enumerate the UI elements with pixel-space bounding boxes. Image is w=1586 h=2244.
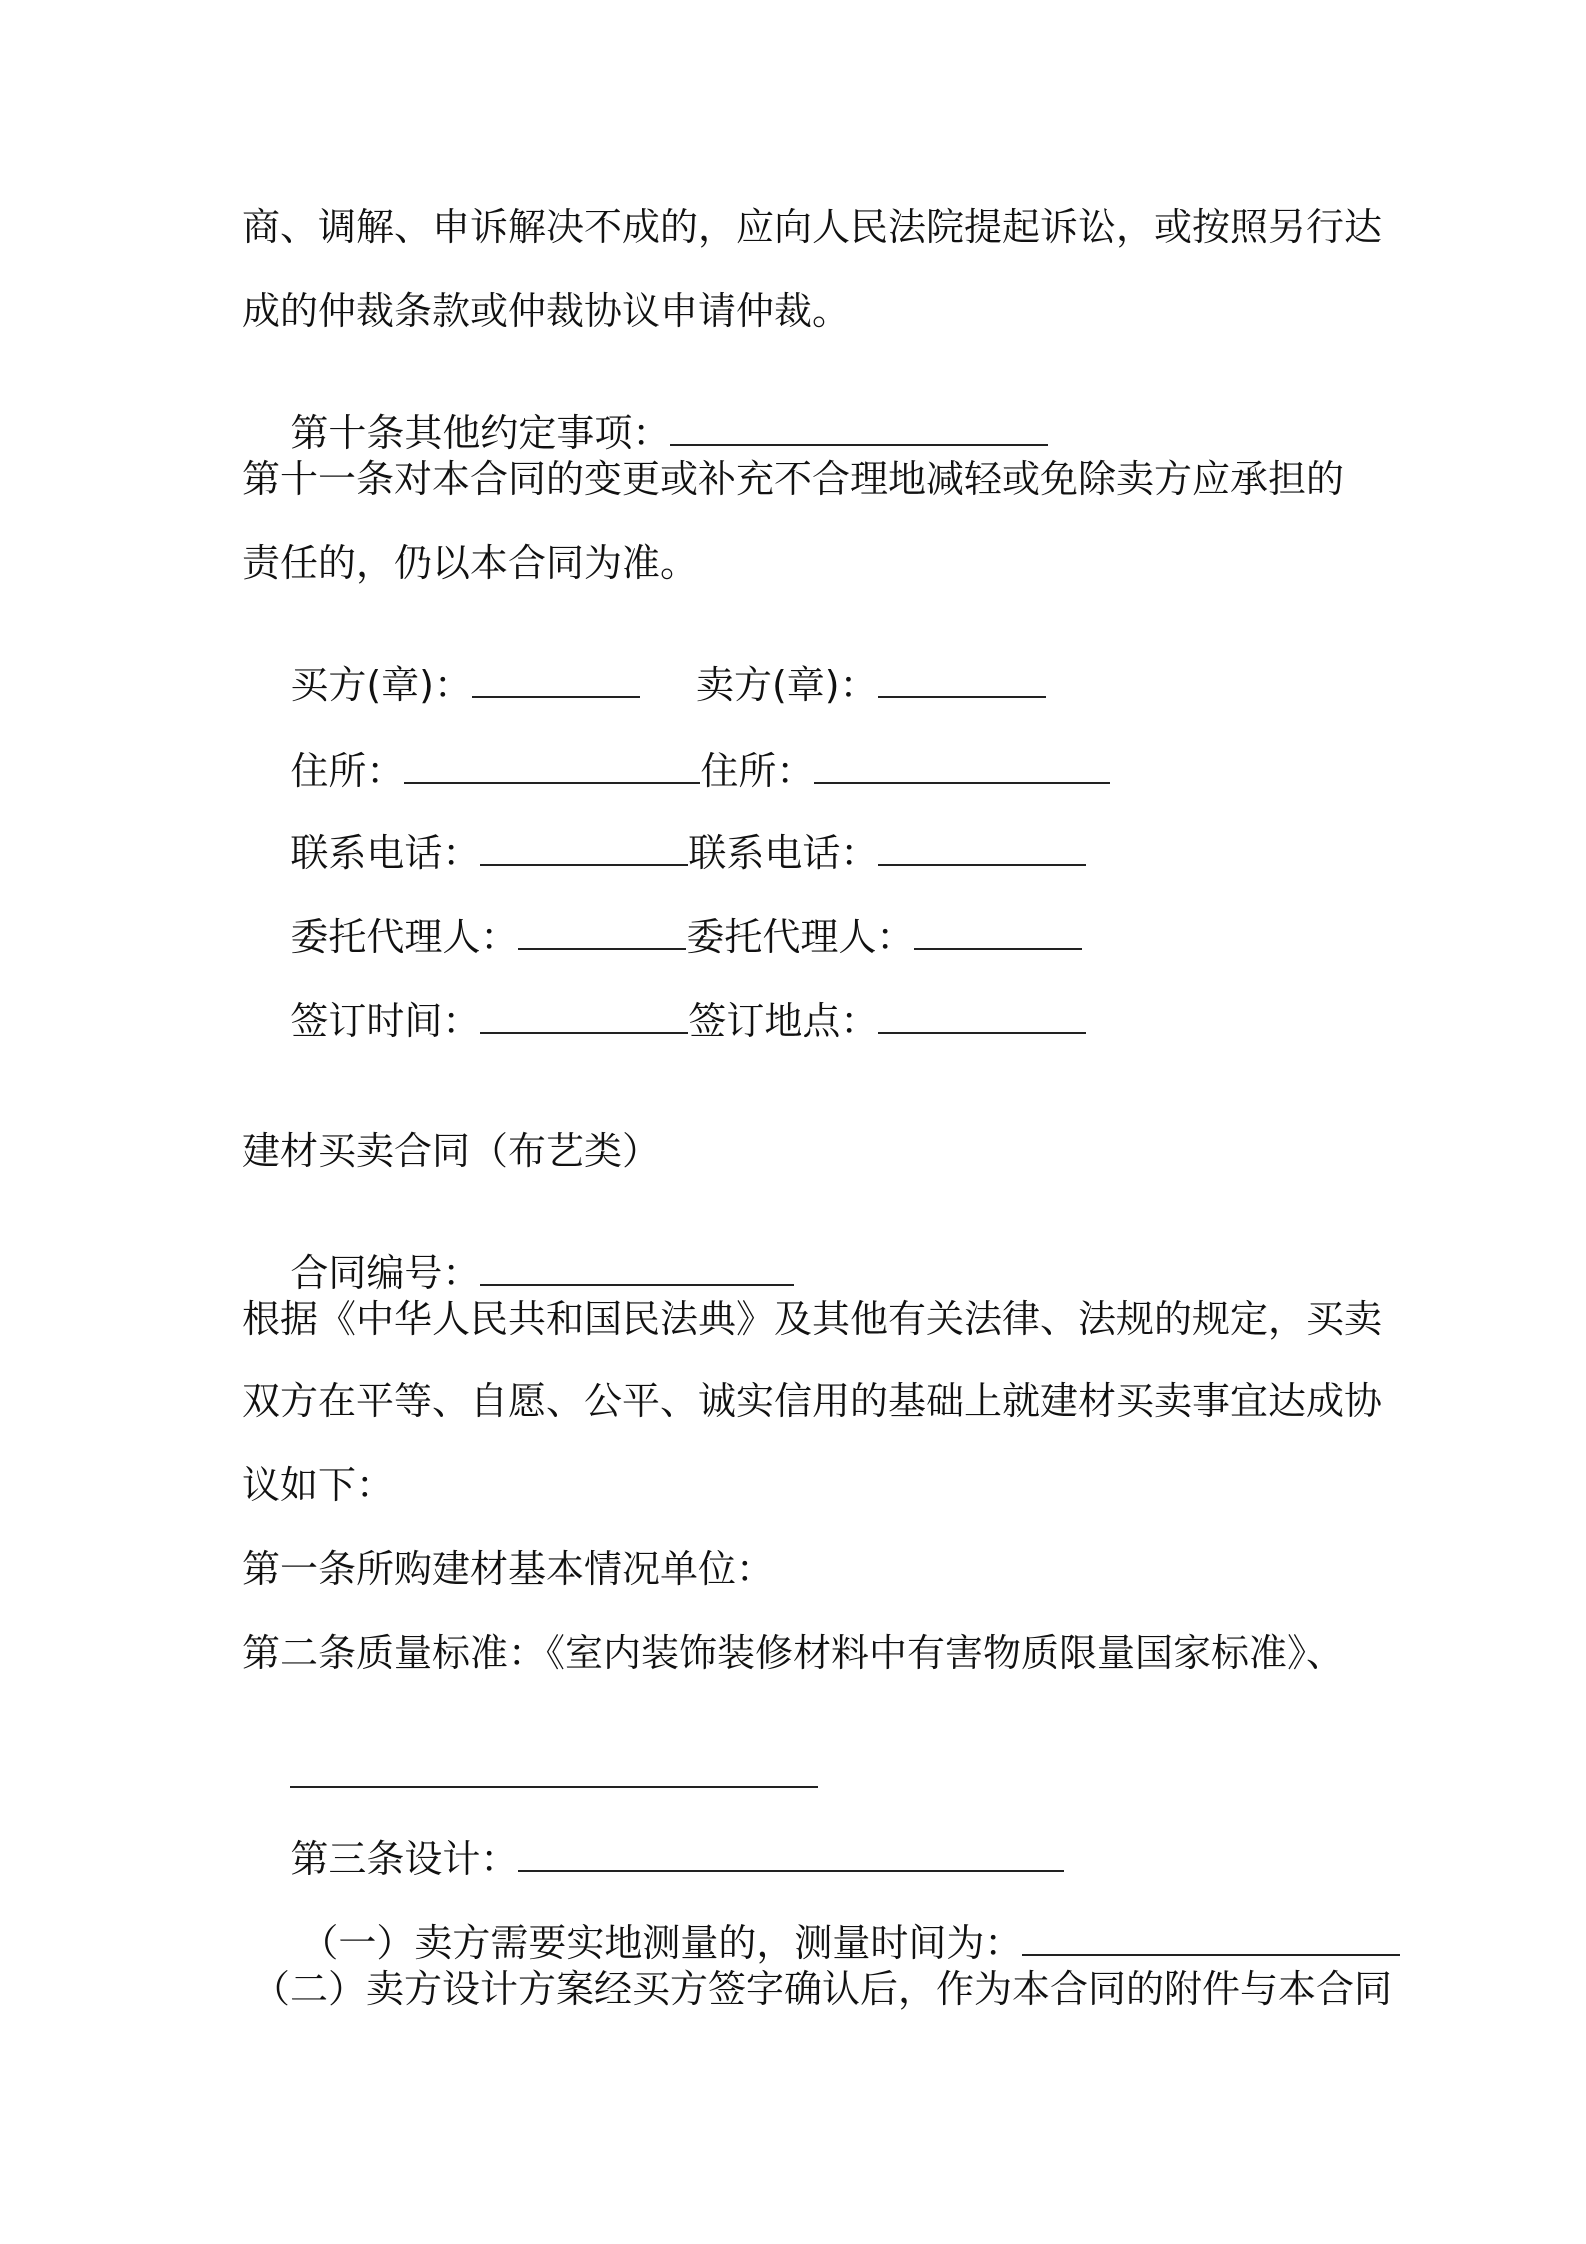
- paragraph-line: 成的仲裁条款或仲裁协议申请仲裁。: [242, 289, 851, 333]
- sign-time-label: 签订时间：: [290, 999, 481, 1043]
- buyer-address-label: 住所：: [290, 749, 405, 793]
- contract-title: 建材买卖合同（布艺类）: [242, 1129, 661, 1173]
- article-2: 第二条质量标准：《室内装饰装修材料中有害物质限量国家标准》、: [242, 1631, 1345, 1675]
- seller-address-label: 住所：: [700, 749, 815, 793]
- paragraph-line: 第十一条对本合同的变更或补充不合理地减轻或免除卖方应承担的: [242, 457, 1345, 501]
- blank-underline: [480, 1278, 794, 1286]
- seller-seal-label: 卖方(章)：: [695, 663, 878, 707]
- article-3-label: 第三条设计：: [290, 1837, 519, 1881]
- blank-underline: [480, 858, 688, 866]
- blank-underline: [472, 690, 640, 698]
- article-10-label: 第十条其他约定事项：: [290, 411, 671, 455]
- blank-underline: [878, 690, 1046, 698]
- seller-agent-label: 委托代理人：: [686, 915, 915, 959]
- article-1: 第一条所购建材基本情况单位：: [242, 1547, 775, 1591]
- signing-line: [242, 964, 1086, 1078]
- seller-phone-label: 联系电话：: [688, 831, 879, 875]
- sign-place-label: 签订地点：: [688, 999, 879, 1043]
- paragraph-line: 商、调解、申诉解决不成的，应向人民法院提起诉讼，或按照另行达: [242, 205, 1383, 249]
- paragraph-line: 责任的，仍以本合同为准。: [242, 541, 699, 585]
- blank-underline: [480, 1026, 688, 1034]
- buyer-phone-label: 联系电话：: [290, 831, 481, 875]
- blank-underline: [404, 776, 700, 784]
- blank-underline: [518, 1864, 1064, 1872]
- blank-underline: [878, 858, 1086, 866]
- blank-underline: [878, 1026, 1086, 1034]
- item-2: （二）卖方设计方案经买方签字确认后，作为本合同的附件与本合同: [252, 1967, 1393, 2011]
- blank-underline: [670, 438, 1048, 446]
- paragraph-line: 议如下：: [242, 1463, 395, 1507]
- buyer-seal-label: 买方(章)：: [290, 663, 472, 707]
- blank-underline: [914, 942, 1082, 950]
- blank-underline: [1022, 1948, 1400, 1956]
- blank-underline: [814, 776, 1110, 784]
- paragraph-line: 双方在平等、自愿、公平、诚实信用的基础上就建材买卖事宜达成协: [242, 1379, 1383, 1423]
- contract-number-label: 合同编号：: [290, 1251, 481, 1295]
- item-1-label: （一）卖方需要实地测量的，测量时间为：: [300, 1921, 1023, 1965]
- blank-underline: [518, 942, 686, 950]
- buyer-agent-label: 委托代理人：: [290, 915, 519, 959]
- blank-underline: [290, 1780, 818, 1788]
- paragraph-line: 根据《中华人民共和国民法典》及其他有关法律、法规的规定，买卖: [242, 1297, 1383, 1341]
